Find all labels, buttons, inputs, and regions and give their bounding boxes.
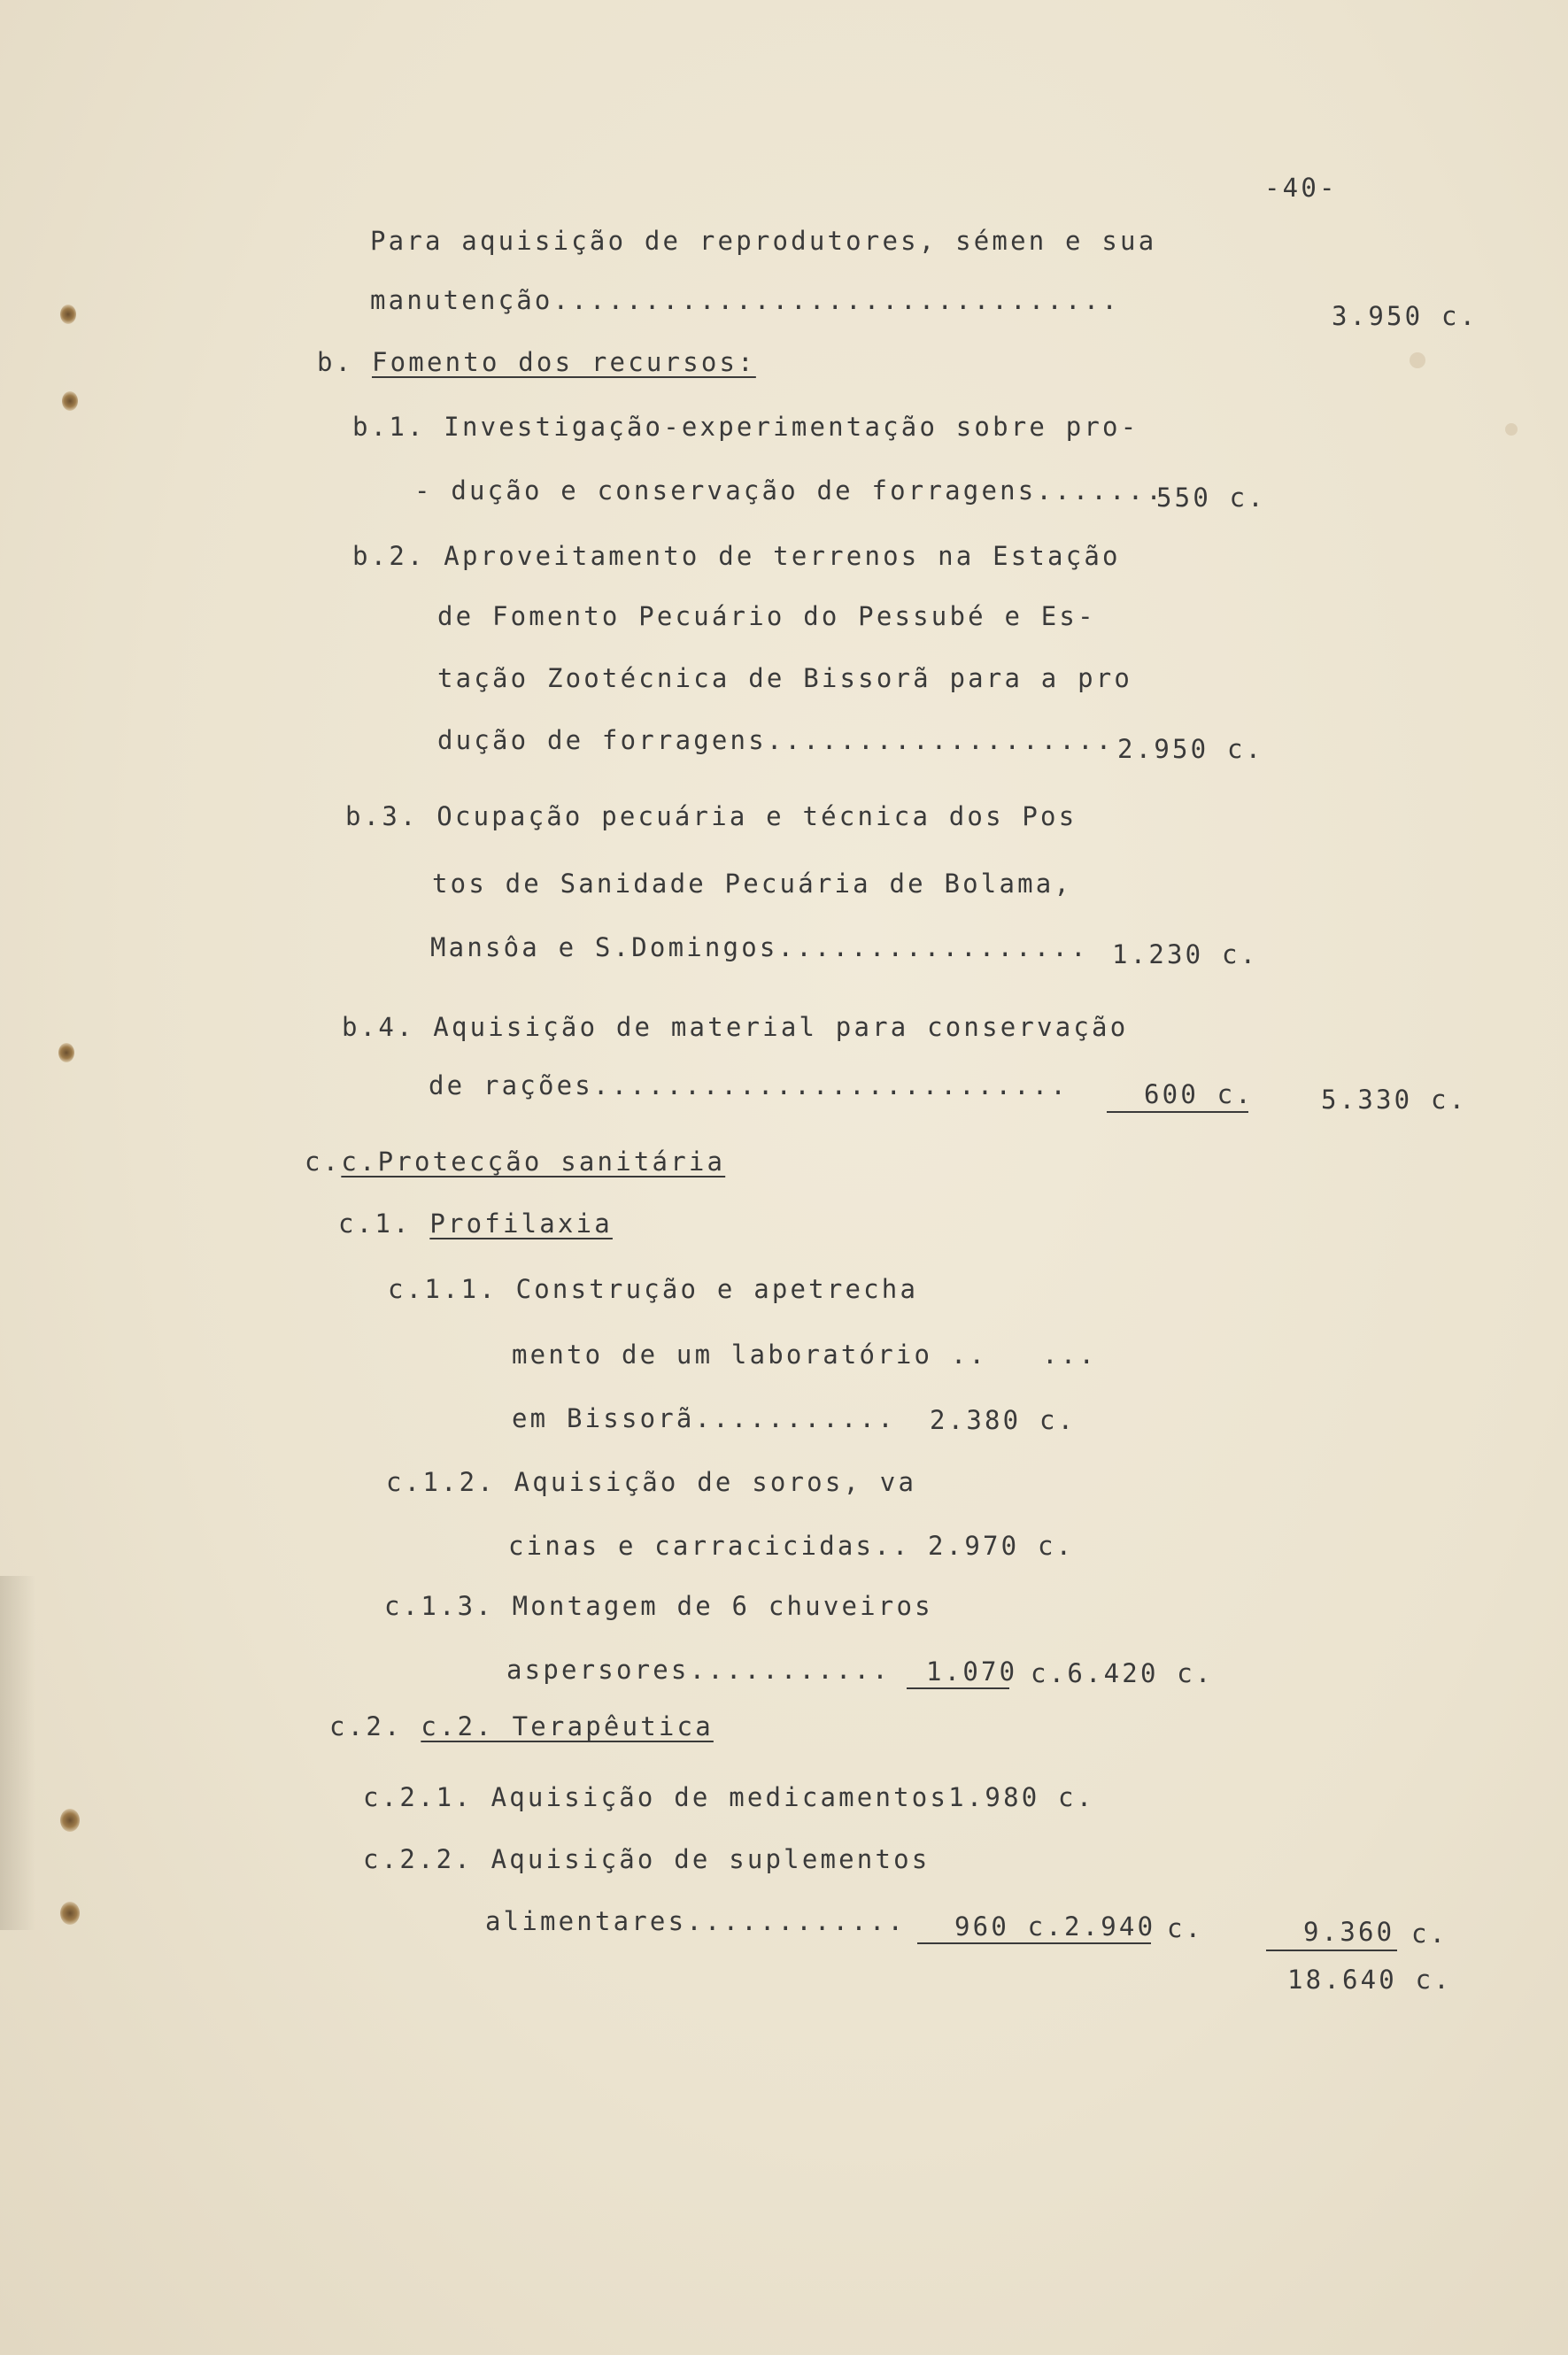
amount: 1.230 c. <box>1112 939 1259 969</box>
section-title: Profilaxia <box>429 1208 613 1239</box>
text-line: - dução e conservação de forragens....... <box>414 475 1165 506</box>
section-prefix: c.2. <box>329 1711 421 1741</box>
subsection-heading-c2 <box>329 1711 714 1741</box>
text-line: de Fomento Pecuário do Pessubé e Es- <box>437 601 1096 631</box>
page-number: -40- <box>1264 173 1338 203</box>
text-line: c.2.1. Aquisição de medicamentos1.980 c. <box>363 1782 1095 1812</box>
text-line: dução de forragens................... <box>437 725 1115 755</box>
text-line: c.1.2. Aquisição de soros, va <box>386 1467 917 1497</box>
text-line: tos de Sanidade Pecuária de Bolama, <box>432 869 1073 899</box>
text-line: manutenção............................... <box>370 285 1121 315</box>
section-total: 9.360 <box>1303 1917 1395 1947</box>
section-heading-b <box>317 347 756 377</box>
amount: 960 c.2.940 <box>954 1911 1156 1942</box>
stain-spot <box>1410 352 1425 368</box>
grand-total: 18.640 c. <box>1287 1965 1452 1995</box>
text-line: c.1.3. Montagem de 6 chuveiros <box>384 1591 933 1621</box>
section-title: c.2. Terapêutica <box>421 1711 714 1741</box>
stain-spot <box>1505 423 1518 436</box>
amount: 1.070 <box>926 1656 1018 1687</box>
section-prefix: b. <box>317 347 372 377</box>
sum-rule <box>1266 1950 1397 1951</box>
punch-hole-mark <box>60 1902 80 1925</box>
amount: 2.380 c. <box>930 1405 1077 1435</box>
text-line: b.1. Investigação-experimentação sobre pro- <box>352 412 1139 442</box>
text-line: c.1.1. Construção e apetrecha <box>388 1274 919 1304</box>
punch-hole-mark <box>58 1043 74 1062</box>
punch-hole-mark <box>60 305 76 324</box>
page-edge-shadow <box>0 1576 35 1930</box>
sum-rule <box>917 1942 1151 1944</box>
text-line: c.2.2. Aquisição de suplementos <box>363 1844 931 1874</box>
text-line: tação Zootécnica de Bissorã para a pro <box>437 663 1133 693</box>
amount: 550 c. <box>1156 483 1266 513</box>
amount-unit: c. <box>1411 1919 1448 1949</box>
text-line: b.3. Ocupação pecuária e técnica dos Pos <box>345 801 1078 831</box>
text-line: b.4. Aquisição de material para conservação <box>342 1012 1129 1042</box>
text-line: Para aquisição de reprodutores, sémen e sua <box>370 226 1157 256</box>
amount: 2.950 c. <box>1117 734 1264 764</box>
amount: 600 c. <box>1144 1079 1254 1109</box>
text-line: alimentares............ <box>485 1906 907 1936</box>
text-line: Mansôa e S.Domingos................. <box>430 932 1089 962</box>
subtotal-amount: c.6.420 c. <box>1031 1658 1214 1688</box>
amount-unit: c. <box>1167 1913 1204 1943</box>
text-line: mento de um laboratório .. ... <box>512 1340 1098 1370</box>
sum-rule <box>907 1687 1009 1689</box>
amount: 2.970 c. <box>928 1531 1075 1561</box>
subsection-heading-c1 <box>338 1208 613 1239</box>
section-prefix: c. <box>305 1147 342 1177</box>
punch-hole-mark <box>60 1809 80 1832</box>
section-prefix: c.1. <box>338 1208 430 1239</box>
text-line: de rações.......................... <box>429 1070 1070 1100</box>
section-heading-c <box>305 1149 725 1175</box>
amount: 3.950 c. <box>1332 301 1479 331</box>
sum-rule <box>1107 1111 1248 1113</box>
subtotal-amount: 5.330 c. <box>1321 1085 1468 1115</box>
punch-hole-mark <box>62 391 78 411</box>
text-line: aspersores........... <box>506 1655 891 1685</box>
text-line: cinas e carracicidas.. <box>508 1531 911 1561</box>
section-title: c.Protecção sanitária <box>341 1147 726 1177</box>
text-line: b.2. Aproveitamento de terrenos na Estação <box>352 541 1121 571</box>
text-line: em Bissorã........... <box>512 1403 896 1433</box>
section-title: Fomento dos recursos: <box>371 347 756 377</box>
